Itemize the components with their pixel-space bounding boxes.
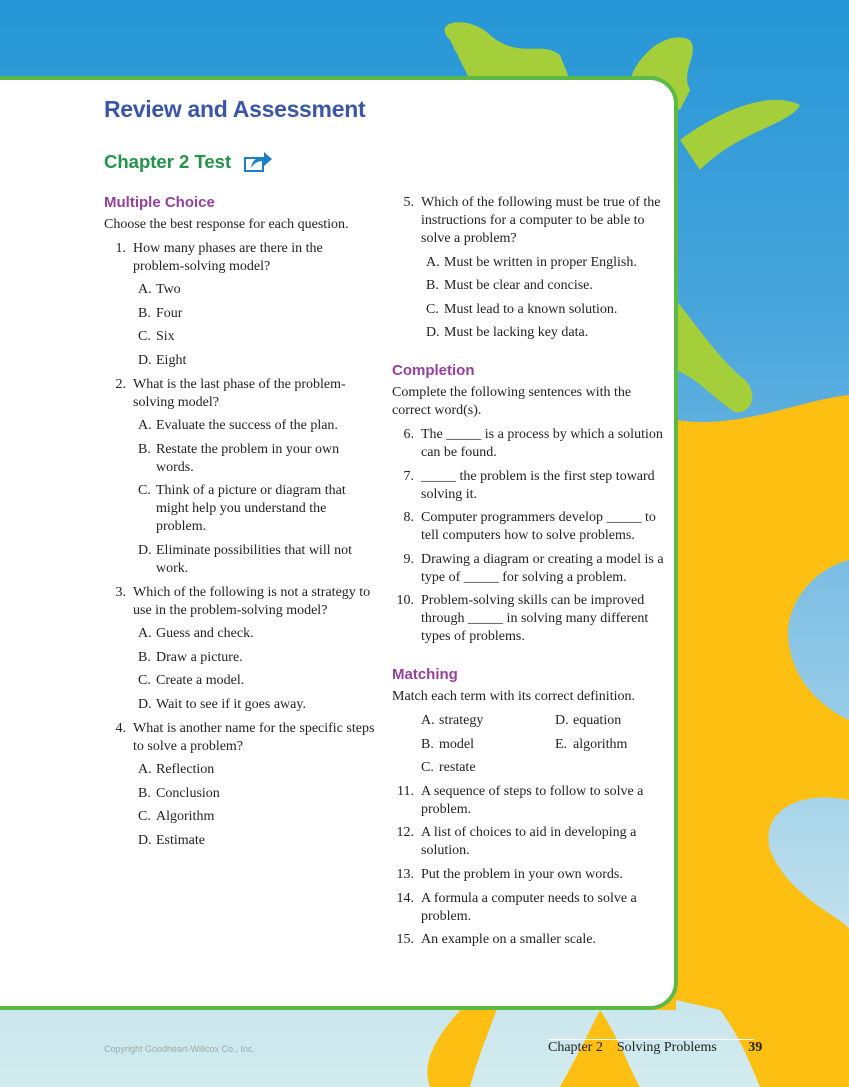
question-4 [104, 720, 376, 756]
page-title: Review and Assessment [104, 96, 366, 122]
answer-option [104, 649, 376, 667]
option-letter: A. [138, 282, 152, 298]
option-letter: A. [138, 418, 152, 434]
option-text: Must be lacking key data. [444, 325, 589, 341]
question-number: 13. [396, 866, 414, 882]
right-column [392, 194, 664, 949]
answer-option [104, 832, 376, 850]
question-6 [392, 426, 664, 462]
answer-option [104, 672, 376, 690]
option-text: Two [156, 282, 181, 298]
matching-term [421, 736, 555, 754]
option-letter: B. [138, 785, 151, 801]
option-text: Eight [156, 352, 187, 368]
question-text: An example on a smaller scale. [421, 932, 596, 948]
question-1 [104, 240, 376, 276]
question-text: Drawing a diagram or creating a model is a type of _____ for solving a problem. [421, 551, 664, 585]
term-letter: D. [555, 712, 569, 728]
option-text: Reflection [156, 762, 215, 778]
question-15 [392, 931, 664, 949]
answer-option [392, 324, 664, 342]
option-text: Must be written in proper English. [444, 254, 637, 270]
question-number: 9. [403, 551, 414, 567]
option-text: Draw a picture. [156, 649, 243, 665]
answer-option [392, 254, 664, 272]
multiple-choice-instructions: Choose the best response for each question. [104, 217, 349, 232]
answer-option [104, 761, 376, 779]
option-text: Four [156, 305, 183, 321]
footer-chapter: Chapter 2 [548, 1040, 603, 1055]
option-text: Create a model. [156, 673, 245, 689]
question-text: Problem-solving skills can be improved through _____ in solving many different types of problems. [421, 593, 649, 645]
question-number: 5. [403, 195, 414, 210]
answer-option [104, 352, 376, 370]
option-letter: B. [426, 278, 439, 294]
question-number: 1. [115, 240, 126, 256]
question-number: 2. [115, 376, 126, 392]
option-text: Estimate [156, 832, 205, 848]
term-text: equation [573, 712, 622, 728]
question-number: 11. [397, 783, 414, 799]
option-letter: C. [426, 301, 439, 317]
question-number: 8. [403, 510, 414, 526]
option-text: Restate the problem in your own words. [156, 441, 340, 475]
term-text: algorithm [573, 736, 628, 752]
term-letter: C. [421, 760, 434, 776]
answer-option [104, 305, 376, 323]
option-text: Algorithm [156, 809, 215, 825]
question-number: 4. [115, 720, 126, 736]
option-text: Must lead to a known solution. [444, 301, 618, 317]
option-letter: D. [138, 352, 152, 368]
option-letter: B. [138, 441, 151, 457]
answer-option [104, 281, 376, 299]
question-9 [392, 551, 664, 587]
term-letter: E. [555, 736, 568, 752]
term-text: model [439, 736, 474, 752]
question-7 [392, 468, 664, 504]
option-letter: D. [138, 542, 152, 558]
matching-instructions: Match each term with its correct definition. [392, 689, 635, 705]
answer-option [104, 808, 376, 826]
footer-chapter-title: Solving Problems [616, 1040, 717, 1055]
answer-option [104, 417, 376, 435]
question-13 [392, 866, 664, 884]
question-text: Which of the following is not a strategy to use in the problem-solving model? [133, 584, 371, 618]
option-letter: B. [138, 305, 151, 321]
chapter-test-title: Chapter 2 Test [104, 151, 232, 172]
answer-option [104, 696, 376, 714]
term-text: strategy [439, 712, 484, 728]
matching-term [421, 759, 555, 777]
question-2 [104, 376, 376, 412]
copyright: Copyright Goodheart-Willcox Co., Inc. [104, 1044, 256, 1054]
option-letter: A. [138, 762, 152, 778]
option-text: Evaluate the success of the plan. [156, 418, 338, 434]
question-number: 15. [396, 932, 414, 948]
running-footer [548, 1040, 762, 1056]
term-letter: A. [421, 712, 435, 728]
question-text: What is another name for the specific steps to solve a problem? [133, 720, 375, 754]
option-text: Must be clear and concise. [444, 278, 593, 294]
option-text: Guess and check. [156, 626, 254, 642]
share-arrow-icon[interactable] [243, 150, 273, 174]
question-number: 6. [403, 426, 414, 442]
answer-option [104, 785, 376, 803]
matching-terms [392, 712, 664, 777]
answer-option [392, 277, 664, 295]
option-letter: B. [138, 649, 151, 665]
option-letter: D. [138, 696, 152, 712]
answer-option [104, 441, 376, 477]
option-letter: C. [138, 809, 151, 825]
question-number: 3. [115, 584, 126, 600]
left-column [104, 194, 376, 850]
completion-instructions: Complete the following sentences with the correct word(s). [392, 385, 632, 419]
question-text: The _____ is a process by which a solution can be found. [421, 426, 663, 460]
question-12 [392, 824, 664, 860]
option-letter: D. [138, 832, 152, 848]
option-letter: D. [426, 325, 440, 341]
question-text: Put the problem in your own words. [421, 866, 623, 882]
question-number: 7. [403, 468, 414, 484]
completion-heading: Completion [392, 362, 475, 380]
question-text: Which of the following must be true of the instructions for a computer to be able to solve a problem? [421, 195, 661, 246]
question-5 [392, 194, 664, 248]
multiple-choice-heading: Multiple Choice [104, 194, 215, 211]
answer-option [104, 482, 376, 536]
matching-term [555, 712, 675, 730]
question-text: A sequence of steps to follow to solve a problem. [421, 783, 644, 817]
page-number: 39 [748, 1040, 763, 1055]
option-text: Six [156, 329, 175, 345]
question-10 [392, 592, 664, 646]
answer-option [104, 328, 376, 346]
question-text: A formula a computer needs to solve a problem. [421, 890, 637, 924]
option-text: Eliminate possibilities that will not work. [156, 542, 352, 576]
matching-heading: Matching [392, 666, 458, 684]
answer-option [104, 625, 376, 643]
option-letter: C. [138, 483, 151, 499]
term-letter: B. [421, 736, 434, 752]
question-text: _____ the problem is the first step toward solving it. [421, 468, 655, 502]
question-8 [392, 509, 664, 545]
matching-term [421, 712, 555, 730]
answer-option [104, 542, 376, 578]
option-text: Think of a picture or diagram that might help you understand the problem. [156, 483, 346, 535]
question-3 [104, 584, 376, 620]
option-text: Conclusion [156, 785, 220, 801]
question-text: What is the last phase of the problem-solving model? [133, 376, 346, 410]
answer-option [392, 301, 664, 319]
chapter-test-heading [104, 150, 273, 174]
question-11 [392, 783, 664, 819]
option-letter: A. [138, 626, 152, 642]
question-14 [392, 890, 664, 926]
option-letter: C. [138, 329, 151, 345]
term-text: restate [439, 760, 476, 776]
question-text: How many phases are there in the problem-solving model? [133, 240, 323, 274]
matching-term [555, 736, 675, 754]
option-letter: C. [138, 673, 151, 689]
question-text: A list of choices to aid in developing a solution. [421, 825, 637, 859]
option-text: Wait to see if it goes away. [156, 696, 306, 712]
question-number: 12. [396, 825, 414, 841]
question-number: 10. [396, 593, 414, 609]
question-text: Computer programmers develop _____ to tell computers how to solve problems. [421, 510, 656, 544]
question-number: 14. [396, 890, 414, 906]
option-letter: A. [426, 254, 440, 270]
